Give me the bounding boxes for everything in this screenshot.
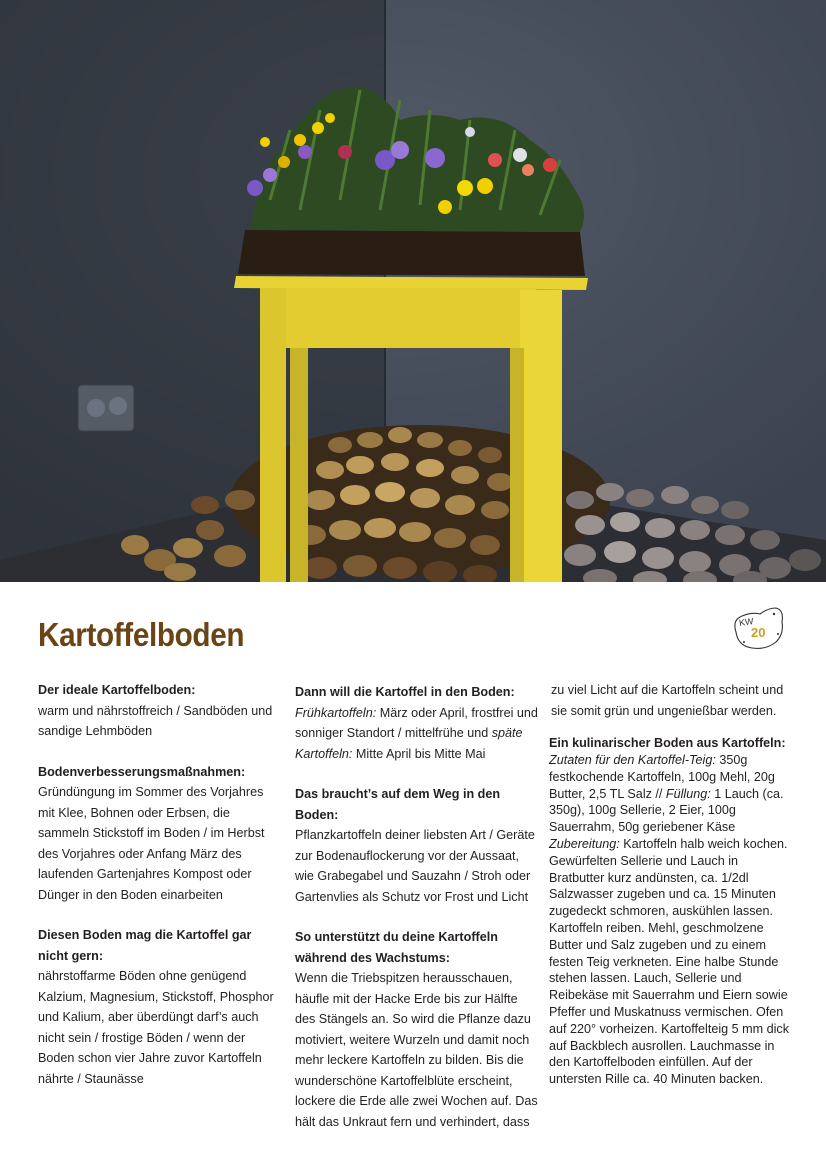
text-early-potatoes: März oder April, frostfrei und sonniger Standort / mittelfrühe und	[295, 705, 538, 740]
section-text: warm und nährstoffreich / Sandböden und sandige Lehmböden	[38, 703, 273, 738]
label-preparation: Zubereitung:	[549, 836, 620, 851]
section-text	[295, 703, 540, 765]
section-heading: Das braucht’s auf dem Weg in den Boden:	[295, 787, 501, 822]
section-heading: Bodenverbesserungsmaßnahmen:	[38, 764, 246, 779]
section-text: nährstoffarme Böden ohne genügend Kalzium, Magnesium, Stickstoff, Phosphor und Kalium, aber überdüngt darf’s auch nicht sein / frostige Böden / wenn der Boden schon vier Jahre zuvor Kartoffeln nährte / Staunässe	[38, 969, 274, 1086]
section-heading: Dann will die Kartoffel in den Boden:	[295, 685, 515, 699]
badge-prefix: KW	[738, 616, 755, 628]
section-text: Wenn die Triebspitzen herausschauen, häufle mit der Hacke Erde bis zur Hälfte des Stängels an. So wird die Pflanze dazu motiviert, weitere Wurzeln und damit noch mehr leckere Kartoffeln zu bilden. Bis die wunderschöne Kartoffelblüte erscheint, lockere die Erde alle zwei Wochen auf. Das hält das Unkraut fern und verhindert, dass	[295, 971, 538, 1129]
recipe-preparation	[549, 836, 789, 1088]
text-ingredients: 350g festkochende Kartoffeln, 100g Mehl, 20g Butter, 2,5 TL Salz //	[549, 753, 775, 801]
recipe-text	[549, 752, 789, 836]
label-ingredients: Zutaten für den Kartoffel-Teig:	[549, 753, 716, 767]
page-title: Kartoffelboden	[38, 616, 245, 653]
section-heading: Ein kulinarischer Boden aus Kartoffeln:	[549, 736, 786, 750]
badge-number: 20	[751, 625, 766, 640]
section-text: zu viel Licht auf die Kartoffeln scheint und sie somit grün und ungenießbar werden.	[551, 683, 784, 718]
column-2	[295, 682, 540, 1132]
section-text: Gründüngung im Sommer des Vorjahres mit Klee, Bohnen oder Erbsen, die sammeln Stickstoff im Boden / im Herbst des Vorjahres oder Anfang März des laufenden Gartenjahres Kompost oder Dünger in den Boden einarbeiten	[38, 785, 265, 902]
section-heading: So unterstützt du deine Kartoffeln während des Wachstums:	[295, 930, 498, 965]
label-late-potatoes: späte Kartoffeln:	[295, 726, 523, 761]
wall-socket-icon	[78, 385, 134, 431]
text-filling: 1 Lauch (ca. 350g), 100g Sellerie, 2 Eier, 100g Sauerrahm, 50g geriebener Käse	[549, 786, 784, 835]
label-early-potatoes: Frühkartoffeln:	[295, 705, 377, 720]
text-late-potatoes: Mitte April bis Mitte Mai	[352, 746, 486, 761]
section-heading: Diesen Boden mag die Kartoffel gar nicht gern:	[38, 928, 252, 963]
column-3-continuation	[551, 680, 791, 721]
section-text: Pflanzkartoffeln deiner liebsten Art / Geräte zur Bodenauflockerung vor der Aussaat, wie Grabegabel und Sauzahn / Stroh oder Gartenvlies als Schutz vor Frost und Licht	[295, 828, 535, 904]
column-3-recipe	[549, 734, 789, 1088]
column-1	[38, 680, 278, 1089]
label-filling: Füllung:	[665, 786, 711, 801]
text-preparation: Kartoffeln halb weich kochen. Gewürfelten Sellerie und Lauch in Bratbutter kurz andünsten, ca. 1/2dl Salzwasser zugeben und ca. 15 Minuten zugedeckt schmoren, auskühlen lassen. Kartoffeln reiben. Mehl, geschmolzene Butter und Salz zugeben und zu einem festen Teig verkneten. Eine halbe Stunde stehen lassen. Lauch, Sellerie und Reibekäse mit Sauerrahm und Eiern sowie Pfeffer und Muskatnuss vermischen. Ofen auf 220° vorheizen. Kartoffelteig 5 mm dick auf Backblech ausrollen. Lauchmasse in den Kartoffelboden einfüllen. Auf der untersten Rille ca. 40 Minuten backen.	[549, 836, 790, 1087]
calendar-week-badge	[730, 604, 786, 652]
section-heading: Der ideale Kartoffelboden:	[38, 683, 196, 697]
